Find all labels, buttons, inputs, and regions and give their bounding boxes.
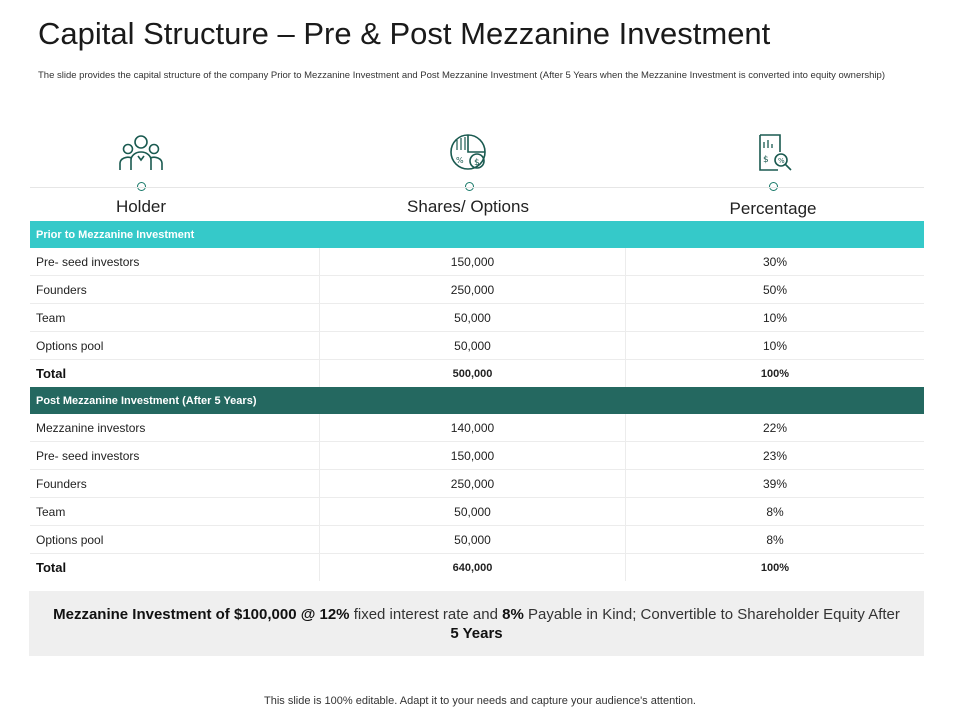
investment-note-text <box>49 605 904 643</box>
total-percentage: 100% <box>760 367 790 380</box>
footer-text: This slide is 100% editable. Adapt it to your needs and capture your audience's attention. <box>264 695 696 707</box>
shares-cell: 50,000 <box>320 332 626 360</box>
shares-cell: 250,000 <box>320 470 626 498</box>
percentage-cell: 50% <box>626 276 925 304</box>
percentage-cell: 8% <box>626 526 925 554</box>
note-text-1: fixed interest rate and <box>349 605 503 623</box>
note-amount-rate: Mezzanine Investment of $100,000 @ 12% <box>53 605 350 623</box>
table-row <box>30 276 924 304</box>
holder-cell: Team <box>30 498 320 526</box>
note-years: 5 Years <box>450 624 503 642</box>
svg-text:%: % <box>778 157 785 165</box>
shares-cell: 250,000 <box>320 276 626 304</box>
table-row <box>30 304 924 332</box>
holder-cell: Pre- seed investors <box>30 442 320 470</box>
section-label: Prior to Mezzanine Investment <box>30 221 924 248</box>
total-row-pre <box>30 360 924 388</box>
shares-cell: 50,000 <box>320 304 626 332</box>
svg-text:$: $ <box>763 155 769 165</box>
percentage-cell: 23% <box>626 442 925 470</box>
slide-title: Capital Structure – Pre & Post Mezzanine Investment <box>38 16 771 51</box>
table-row <box>30 470 924 498</box>
table-row <box>30 248 924 276</box>
shares-icon-column <box>439 132 499 194</box>
total-percentage: 100% <box>760 561 790 574</box>
total-label: Total <box>36 560 67 575</box>
pie-chart-dollar-icon <box>446 132 492 174</box>
table-row <box>30 442 924 470</box>
shares-cell: 140,000 <box>320 414 626 442</box>
note-text-2: Payable in Kind; Convertible to Shareholder Equity After <box>523 605 900 623</box>
holder-cell: Founders <box>30 276 320 304</box>
svg-text:$: $ <box>474 158 480 168</box>
percentage-cell: 39% <box>626 470 925 498</box>
total-row-post <box>30 554 924 582</box>
holder-cell: Mezzanine investors <box>30 414 320 442</box>
shares-cell: 150,000 <box>320 442 626 470</box>
holder-cell: Founders <box>30 470 320 498</box>
svg-text:%: % <box>456 156 464 165</box>
slide-subtitle: The slide provides the capital structure of the company Prior to Mezzanine Investment and Post Mezzanine Investment (After 5 Years when the Mezzanine Investment is converted into equity ownership) <box>38 70 885 81</box>
percentage-cell: 30% <box>626 248 925 276</box>
table-row <box>30 414 924 442</box>
total-label: Total <box>36 366 67 381</box>
holder-cell: Options pool <box>30 526 320 554</box>
percentage-cell: 8% <box>626 498 925 526</box>
capital-structure-table <box>30 221 924 581</box>
percentage-icon-column <box>743 132 803 194</box>
investment-note <box>29 591 924 656</box>
table-row <box>30 526 924 554</box>
shares-column-header: Shares/ Options <box>407 197 529 216</box>
percentage-column-header: Percentage <box>729 199 817 218</box>
holder-cell: Pre- seed investors <box>30 248 320 276</box>
note-pik-rate: 8% <box>502 605 524 623</box>
report-magnifier-icon <box>750 132 796 174</box>
shares-cell: 50,000 <box>320 526 626 554</box>
column-divider <box>30 187 924 188</box>
people-group-icon <box>118 132 164 174</box>
percentage-cell: 22% <box>626 414 925 442</box>
section-label: Post Mezzanine Investment (After 5 Years) <box>30 387 924 414</box>
percentage-cell: 10% <box>626 304 925 332</box>
table-row <box>30 332 924 360</box>
holder-cell: Team <box>30 304 320 332</box>
shares-cell: 150,000 <box>320 248 626 276</box>
percentage-cell: 10% <box>626 332 925 360</box>
table-row <box>30 498 924 526</box>
holder-cell: Options pool <box>30 332 320 360</box>
holder-column-header: Holder <box>115 197 167 216</box>
total-shares: 500,000 <box>320 360 626 388</box>
shares-cell: 50,000 <box>320 498 626 526</box>
total-shares: 640,000 <box>320 554 626 582</box>
section-header-pre <box>30 221 924 248</box>
holder-icon-column <box>111 132 171 194</box>
section-header-post <box>30 387 924 414</box>
